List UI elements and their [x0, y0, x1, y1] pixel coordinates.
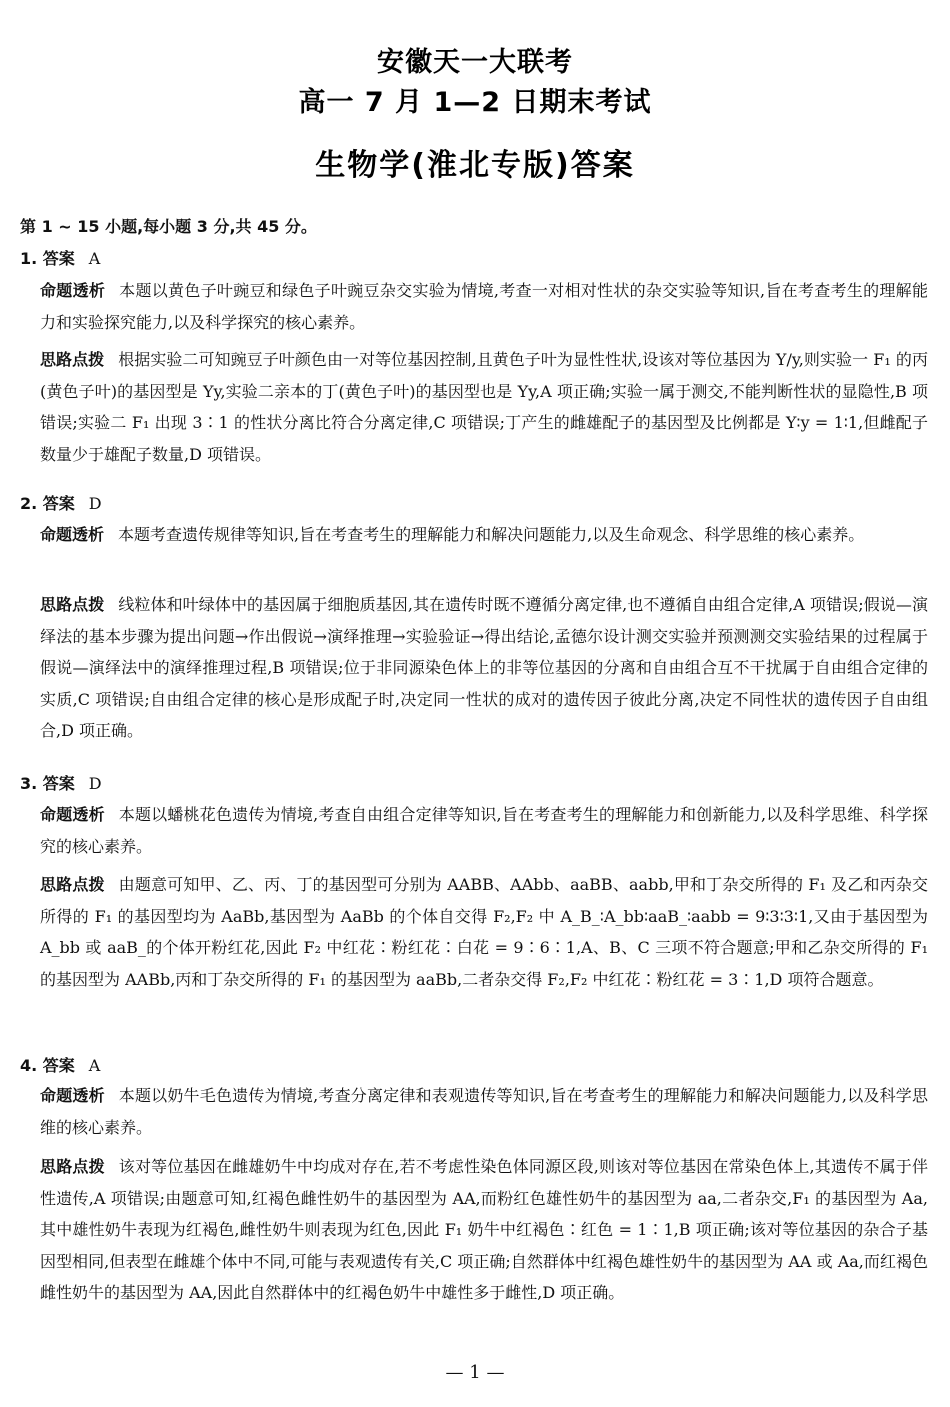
answer-line-2: [20, 491, 102, 514]
hint-text: 由题意可知甲、乙、丙、丁的基因型可分别为 AABB、AAbb、aaBB、aabb,甲和丁杂交所得的 F₁ 及乙和丙杂交所得的 F₁ 的基因型均为 AaBb,基因型为 AaBb 的个体自交得 F₂,F₂ 中 A_B_∶A_bb∶aaB_∶aabb = 9∶3∶3∶1,又由于基因型为 A_bb 或 aaB_的个体开粉红花,因此 F₂ 中红花∶粉红花∶白花 = 9∶6∶1,A、B、C 三项不符合题意;甲和乙杂交所得的 F₁ 的基因型为 AABb,丙和丁杂交所得的 F₁ 的基因型为 aaBb,二者杂交得 F₂,F₂ 中红花∶粉红花 = 3∶1,D 项符合题意。: [40, 875, 928, 989]
page-number: — 1 —: [445, 1362, 505, 1383]
answer-line-1: [20, 246, 100, 269]
answer-line-4: [20, 1053, 100, 1076]
analysis-paragraph-4: [40, 1080, 928, 1143]
hint-paragraph-1: [40, 344, 928, 470]
analysis-paragraph-1: [40, 275, 928, 338]
exam-org-title: 安徽天一大联考: [377, 47, 573, 78]
hint-text: 该对等位基因在雌雄奶牛中均成对存在,若不考虑性染色体同源区段,则该对等位基因在常染色体上,其遗传不属于伴性遗传,A 项错误;由题意可知,红褐色雌性奶牛的基因型为 AA,而粉红色雄性奶牛的基因型为 aa,二者杂交,F₁ 的基因型为 Aa,其中雄性奶牛表现为红褐色,雌性奶牛则表现为红色,因此 F₁ 奶牛中红褐色∶红色 = 1∶1,B 项正确;该对等位基因的杂合子基因型相同,但表型在雌雄个体中不同,可能与表观遗传有关,C 项正确;自然群体中红褐色雄性奶牛的基因型为 AA 或 Aa,而红褐色雌性奶牛的基因型为 AA,因此自然群体中的红褐色奶牛中雄性多于雌性,D 项正确。: [40, 1157, 928, 1302]
analysis-tag: 命题透析: [40, 805, 105, 824]
analysis-paragraph-2: [40, 519, 928, 551]
hint-paragraph-2: [40, 589, 928, 747]
answer-label: 3. 答案: [20, 774, 75, 793]
answer-value: D: [88, 774, 102, 793]
hint-tag: 思路点拨: [40, 875, 105, 894]
analysis-tag: 命题透析: [40, 1086, 105, 1105]
analysis-text: 本题以蟠桃花色遗传为情境,考查自由组合定律等知识,旨在考查考生的理解能力和创新能力,以及科学思维、科学探究的核心素养。: [40, 805, 928, 856]
section-intro: 第 1 ~ 15 小题,每小题 3 分,共 45 分。: [20, 217, 317, 236]
analysis-tag: 命题透析: [40, 525, 105, 544]
subject-title: 生物学(淮北专版)答案: [315, 148, 635, 183]
hint-text: 根据实验二可知豌豆子叶颜色由一对等位基因控制,且黄色子叶为显性性状,设该对等位基因为 Y/y,则实验一 F₁ 的丙(黄色子叶)的基因型是 Yy,实验二亲本的丁(黄色子叶)的基因型也是 Yy,A 项正确;实验一属于测交,不能判断性状的显隐性,B 项错误;实验二 F₁ 出现 3∶1 的性状分离比符合分离定律,C 项错误;丁产生的雌雄配子的基因型及比例都是 Y∶y = 1∶1,但雌配子数量少于雄配子数量,D 项错误。: [40, 350, 928, 464]
hint-tag: 思路点拨: [40, 350, 105, 369]
answer-value: A: [88, 1056, 101, 1075]
answer-label: 2. 答案: [20, 494, 75, 513]
analysis-text: 本题考查遗传规律等知识,旨在考查考生的理解能力和解决问题能力,以及生命观念、科学思维的核心素养。: [118, 525, 865, 544]
hint-paragraph-3: [40, 869, 928, 995]
answer-label: 1. 答案: [20, 249, 75, 268]
hint-paragraph-4: [40, 1151, 928, 1309]
analysis-text: 本题以奶牛毛色遗传为情境,考查分离定律和表观遗传等知识,旨在考查考生的理解能力和解决问题能力,以及科学思维的核心素养。: [40, 1086, 928, 1137]
analysis-text: 本题以黄色子叶豌豆和绿色子叶豌豆杂交实验为情境,考查一对相对性状的杂交实验等知识,旨在考查考生的理解能力和实验探究能力,以及科学探究的核心素养。: [40, 281, 928, 332]
analysis-tag: 命题透析: [40, 281, 106, 300]
hint-tag: 思路点拨: [40, 1157, 105, 1176]
hint-text: 线粒体和叶绿体中的基因属于细胞质基因,其在遗传时既不遵循分离定律,也不遵循自由组合定律,A 项错误;假说—演绎法的基本步骤为提出问题→作出假说→演绎推理→实验验证→得出结论,孟德尔设计测交实验并预测测交实验结果的过程属于假说—演绎法中的演绎推理过程,B 项错误;位于非同源染色体上的非等位基因的分离和自由组合互不干扰属于自由组合定律的实质,C 项错误;自由组合定律的核心是形成配子时,决定同一性状的成对的遗传因子彼此分离,决定不同性状的遗传因子自由组合,D 项正确。: [40, 595, 928, 740]
answer-label: 4. 答案: [20, 1056, 75, 1075]
answer-line-3: [20, 771, 102, 794]
answer-value: A: [88, 249, 101, 268]
answer-value: D: [88, 494, 102, 513]
analysis-paragraph-3: [40, 799, 928, 862]
exam-name-title: 高一 7 月 1—2 日期末考试: [298, 87, 652, 118]
hint-tag: 思路点拨: [40, 595, 105, 614]
